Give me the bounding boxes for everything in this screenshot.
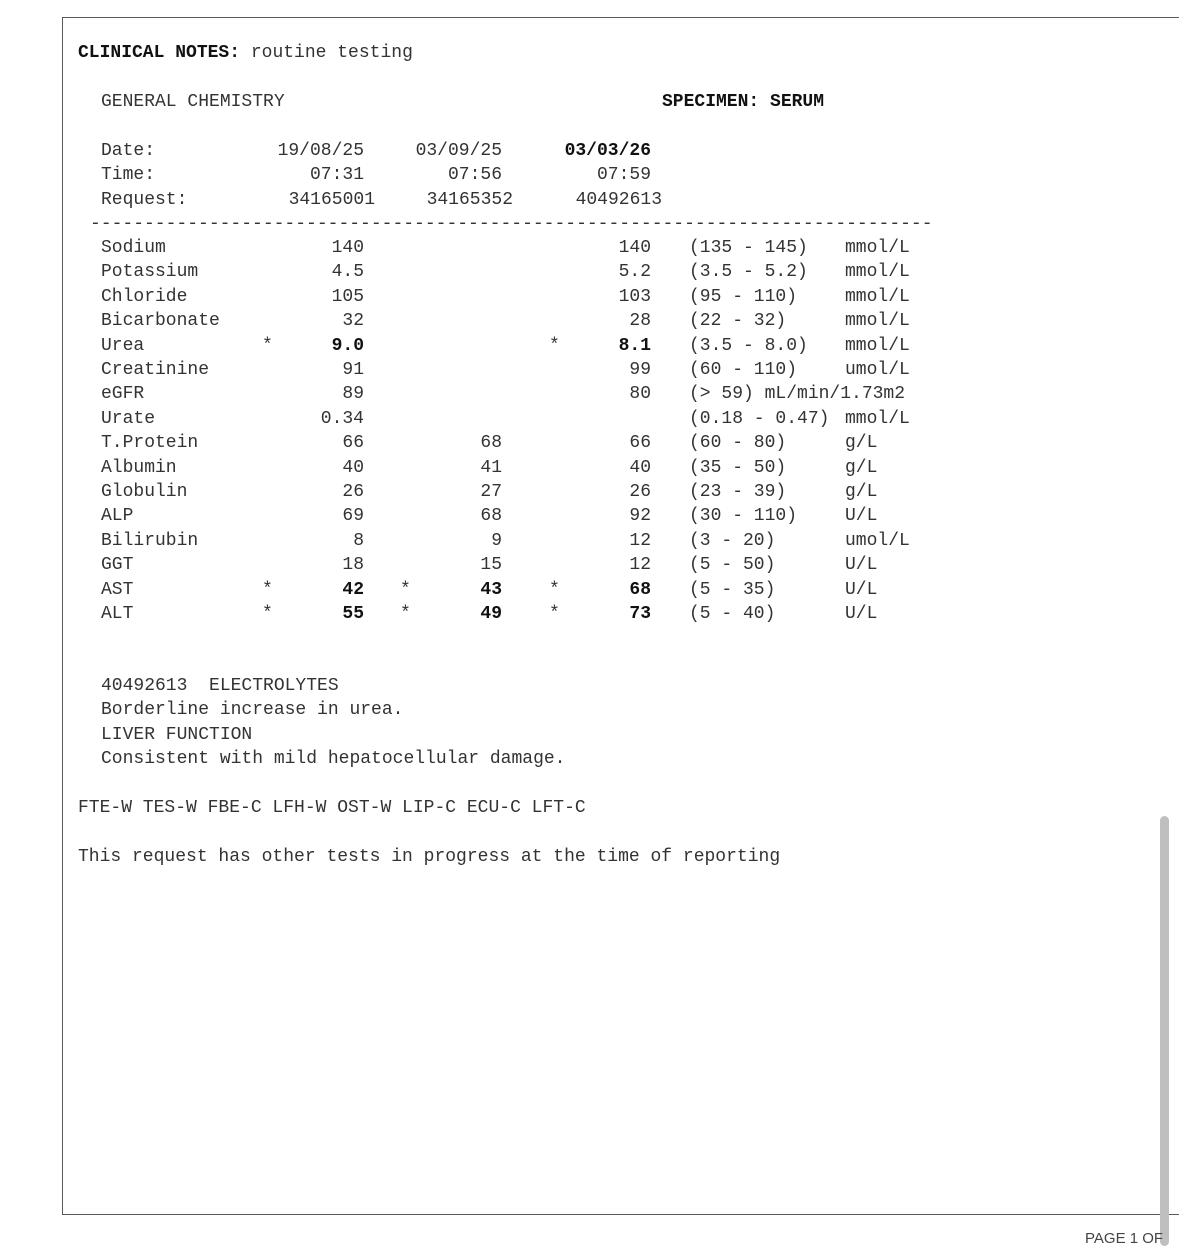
result-value: 12 <box>629 530 651 551</box>
test-name: GGT <box>101 555 134 576</box>
unit: mmol/L <box>845 311 910 332</box>
result-value: 41 <box>480 457 502 478</box>
result-value: 8 <box>353 530 364 551</box>
result-value: 40 <box>629 457 651 478</box>
result-value: 66 <box>342 433 364 454</box>
comment-line: Borderline increase in urea. <box>101 700 404 721</box>
result-value: 73 <box>629 604 651 624</box>
result-value: 43 <box>480 579 502 600</box>
clinical-notes-label: CLINICAL NOTES: <box>78 43 241 63</box>
result-value: 4.5 <box>331 262 364 283</box>
unit: g/L <box>845 433 878 454</box>
time-label: Time: <box>101 165 156 185</box>
unit: U/L <box>845 604 878 624</box>
result-value: 26 <box>629 482 651 502</box>
date-col-3: 03/03/26 <box>564 141 651 161</box>
request-label: Request: <box>101 190 188 210</box>
date-col-2: 03/09/25 <box>415 141 502 161</box>
abnormal-flag: * <box>262 604 273 624</box>
footer-note: This request has other tests in progress at the time of reporting <box>78 847 781 867</box>
test-name: Bicarbonate <box>101 311 220 332</box>
test-name: Albumin <box>101 457 177 478</box>
result-value: 40 <box>342 457 364 478</box>
unit: U/L <box>845 579 878 600</box>
clinical-notes-value: routine testing <box>250 43 413 63</box>
result-value: 89 <box>342 384 364 405</box>
result-value: 69 <box>342 506 364 527</box>
result-value: 68 <box>480 433 502 454</box>
unit: U/L <box>845 506 878 527</box>
reference-range: (5 - 50) <box>689 555 776 576</box>
reference-range: (5 - 40) <box>689 604 776 624</box>
reference-range: (23 - 39) <box>689 482 787 502</box>
test-codes: FTE-W TES-W FBE-C LFH-W OST-W LIP-C ECU-C LFT-C <box>78 798 586 818</box>
reference-range: (30 - 110) <box>689 506 798 527</box>
time-col-2: 07:56 <box>447 165 502 185</box>
reference-range: (> 59) mL/min/1.73m2 <box>689 384 906 405</box>
result-value: 42 <box>342 579 364 600</box>
test-name: Sodium <box>101 238 166 258</box>
result-value: 28 <box>629 311 651 332</box>
divider: ------------------------------------------------------------------------------ <box>90 214 933 234</box>
result-value: 92 <box>629 506 651 527</box>
unit: mmol/L <box>845 238 910 258</box>
unit: U/L <box>845 555 878 576</box>
result-value: 68 <box>480 506 502 527</box>
unit: mmol/L <box>845 408 910 429</box>
comment-line: 40492613 ELECTROLYTES <box>101 676 339 696</box>
unit: mmol/L <box>845 335 910 356</box>
date-label: Date: <box>101 141 156 161</box>
section-title: GENERAL CHEMISTRY <box>101 92 285 112</box>
test-name: eGFR <box>101 384 145 405</box>
test-name: Globulin <box>101 482 188 502</box>
result-value: 27 <box>480 482 502 502</box>
unit: g/L <box>845 482 878 502</box>
result-value: 9 <box>491 530 502 551</box>
reference-range: (3 - 20) <box>689 530 776 551</box>
test-name: Urea <box>101 335 145 356</box>
page-indicator: PAGE 1 OF <box>1085 1230 1164 1247</box>
test-name: ALP <box>101 506 134 527</box>
result-value: 103 <box>618 286 651 307</box>
result-value: 80 <box>629 384 651 405</box>
abnormal-flag: * <box>549 579 560 600</box>
unit: umol/L <box>845 360 910 380</box>
scrollbar[interactable] <box>1160 816 1169 1246</box>
clinical-notes <box>78 41 413 65</box>
comment-line: Consistent with mild hepatocellular damage. <box>101 749 566 770</box>
specimen-label: SPECIMEN: SERUM <box>662 92 825 112</box>
test-name: Urate <box>101 408 156 429</box>
result-value: 105 <box>331 286 364 307</box>
result-value: 12 <box>629 555 651 576</box>
result-value: 18 <box>342 555 364 576</box>
result-value: 68 <box>629 579 651 600</box>
abnormal-flag: * <box>549 604 560 624</box>
result-value: 15 <box>480 555 502 576</box>
date-col-1: 19/08/25 <box>277 141 364 161</box>
test-name: T.Protein <box>101 433 199 454</box>
reference-range: (135 - 145) <box>689 238 808 258</box>
unit: umol/L <box>845 530 910 551</box>
test-name: Bilirubin <box>101 530 199 551</box>
comment-line: LIVER FUNCTION <box>101 724 253 745</box>
request-col-1: 34165001 <box>288 190 375 210</box>
result-value: 66 <box>629 433 651 454</box>
result-value: 5.2 <box>618 262 651 283</box>
unit: mmol/L <box>845 262 910 283</box>
test-name: Potassium <box>101 262 199 283</box>
reference-range: (35 - 50) <box>689 457 787 478</box>
result-value: 140 <box>331 238 364 258</box>
test-name: Chloride <box>101 286 188 307</box>
reference-range: (5 - 35) <box>689 579 776 600</box>
unit: mmol/L <box>845 286 910 307</box>
reference-range: (0.18 - 0.47) <box>689 408 830 429</box>
abnormal-flag: * <box>262 335 273 356</box>
result-value: 49 <box>480 604 502 624</box>
reference-range: (3.5 - 5.2) <box>689 262 808 283</box>
result-value: 9.0 <box>331 335 364 356</box>
result-value: 0.34 <box>320 408 364 429</box>
reference-range: (22 - 32) <box>689 311 787 332</box>
test-name: ALT <box>101 604 134 624</box>
time-col-1: 07:31 <box>309 165 364 185</box>
unit: g/L <box>845 457 878 478</box>
result-value: 8.1 <box>618 335 651 356</box>
result-value: 91 <box>342 360 364 380</box>
result-value: 140 <box>618 238 651 258</box>
reference-range: (95 - 110) <box>689 286 798 307</box>
request-col-3: 40492613 <box>575 190 662 210</box>
result-value: 26 <box>342 482 364 502</box>
test-name: Creatinine <box>101 360 210 380</box>
reference-range: (3.5 - 8.0) <box>689 335 808 356</box>
abnormal-flag: * <box>549 335 560 356</box>
reference-range: (60 - 110) <box>689 360 798 380</box>
abnormal-flag: * <box>400 579 411 600</box>
abnormal-flag: * <box>400 604 411 624</box>
result-value: 99 <box>629 360 651 380</box>
time-col-3: 07:59 <box>596 165 651 185</box>
test-name: AST <box>101 579 134 600</box>
request-col-2: 34165352 <box>426 190 513 210</box>
result-value: 55 <box>342 604 364 624</box>
abnormal-flag: * <box>262 579 273 600</box>
reference-range: (60 - 80) <box>689 433 787 454</box>
result-value: 32 <box>342 311 364 332</box>
